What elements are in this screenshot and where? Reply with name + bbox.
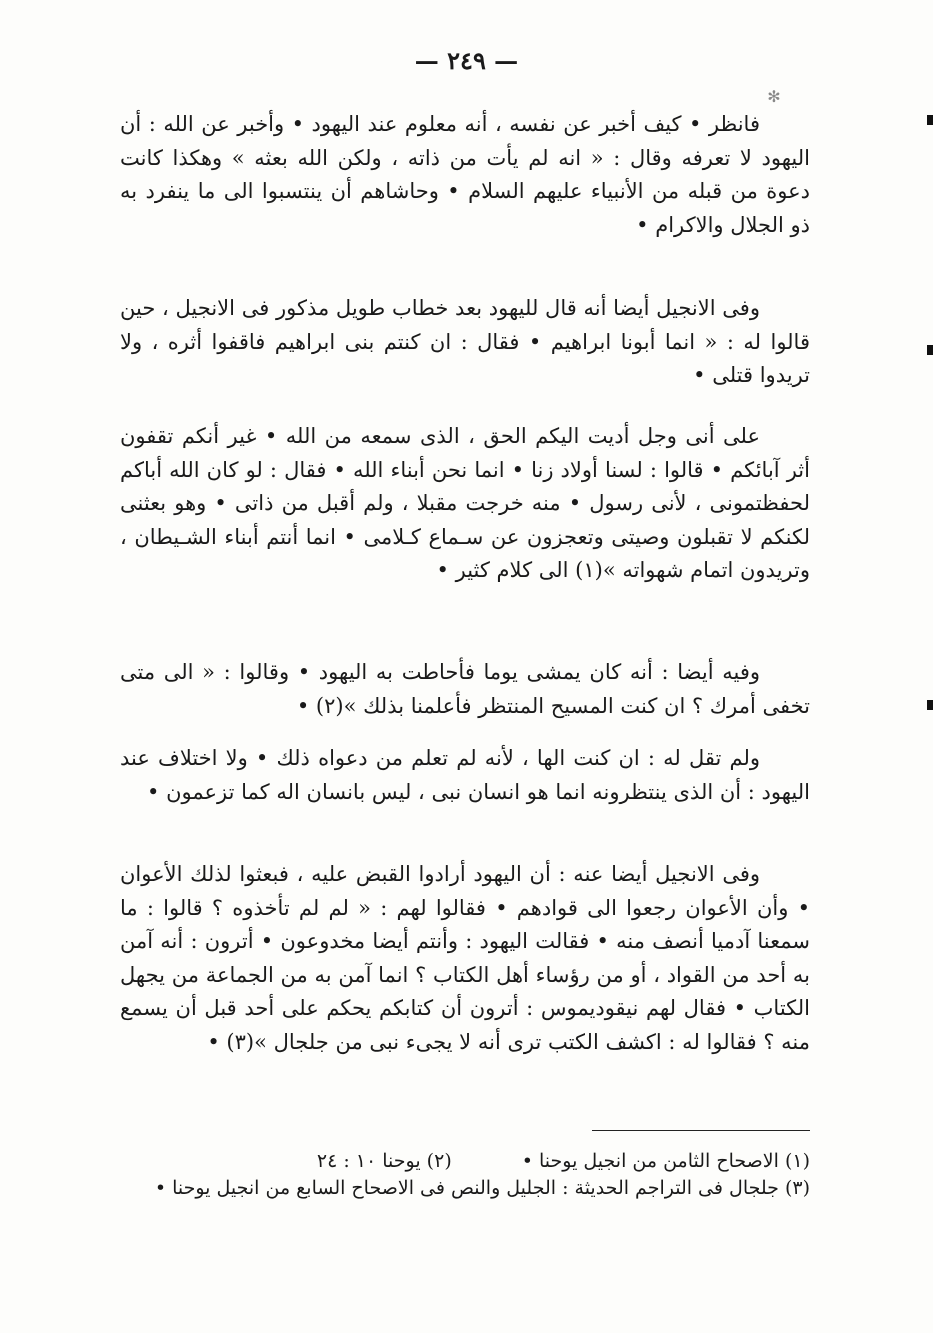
margin-mark: [927, 700, 933, 710]
paragraph-text: فانظر • كيف أخبر عن نفسه ، أنه معلوم عند اليهود • وأخبر عن الله : أن اليهود لا تعرفه وقال : « انه لم يأت من ذاته ، ولكن الله بعثه » وهكذا كانت دعوة من قبله من الأنبياء عليهم السلام • وحاشاهم أن ينتسبوا الى ما ينفرد به ذو الجلال والاكرام •: [120, 112, 810, 237]
footnote-divider: [592, 1130, 810, 1131]
footnote-row: [120, 1148, 810, 1175]
paragraph-text: ولم تقل له : ان كنت الها ، لأنه لم تعلم من دعواه ذلك • ولا اختلاف عند اليهود : أن الذى ينتظرونه انما هو انسان نبى ، ليس بانسان اله كما تزعمون •: [120, 746, 810, 804]
paragraph-5: [120, 742, 810, 809]
page-number: — ٢٤٩ —: [414, 46, 519, 75]
ornament-icon: ✻: [767, 87, 781, 106]
paragraph-6: [120, 858, 810, 1059]
paragraph-text: وفى الانجيل أيضا عنه : أن اليهود أرادوا القبض عليه ، فبعثوا لذلك الأعوان • وأن الأعوان رجعوا الى قوادهم • فقالوا لهم : « لم لم تأخذوه ؟ قالوا : ما سمعنا آدميا أنصف منه • فقالت اليهود : وأنتم أيضا مخدوعون • أترون : أنه آمن به أحد من القواد ، أو من رؤساء أهل الكتاب ؟ انما آمن به من الجماعة من يجهل الكتاب • فقال لهم نيقوديموس : أترون أن كتابكم يحكم على أحد قبل أن يسمع منه ؟ فقالوا له : اكشف الكتب ترى أنه لا يجىء نبى من جلجال »(٣) •: [120, 862, 810, 1054]
paragraph-1: [120, 108, 810, 242]
paragraph-4: [120, 656, 810, 723]
paragraph-2: [120, 292, 810, 393]
margin-mark: [927, 115, 933, 125]
footnote-3: (٣) جلجال فى التراجم الحديثة : الجليل والنص فى الاصحاح السابع من انجيل يوحنا •: [154, 1177, 810, 1199]
footnote-2: (٢) يوحنا ١٠ : ٢٤: [316, 1150, 452, 1172]
paragraph-text: على أنى وجل أديت اليكم الحق ، الذى سمعه من الله • غير أنكم تقفون أثر آبائكم • قالوا : لسنا أولاد زنا • انما نحن أبناء الله • فقال : لو كان الله أباكم لحفظتمونى ، لأنى رسول • منه خرجت مقبلا ، ولم أقبل من ذاتى • وهو بعثنى لكنكم لا تقبلون وصيتى وتعجزون عن سـماع كـلامى • انما أنتم أبناء الشـيطان ، وتريدون اتمام شهواته »(١) الى كلام كثير •: [120, 424, 810, 582]
paragraph-text: وفى الانجيل أيضا أنه قال لليهود بعد خطاب طويل مذكور فى الانجيل ، حين قالوا له : « انما أبونا ابراهيم • فقال : ان كنتم بنى ابراهيم فاقفوا أثره ، ولا تريدوا قتلى •: [120, 296, 810, 387]
footnote-1: (١) الاصحاح الثامن من انجيل يوحنا •: [521, 1150, 810, 1172]
paragraph-text: وفيه أيضا : أنه كان يمشى يوما فأحاطت به اليهود • وقالوا : « الى متى تخفى أمرك ؟ ان كنت المسيح المنتظر فأعلمنا بذلك »(٢) •: [120, 660, 810, 718]
margin-mark: [927, 345, 933, 355]
footnotes: [120, 1148, 810, 1202]
paragraph-3: [120, 420, 810, 588]
